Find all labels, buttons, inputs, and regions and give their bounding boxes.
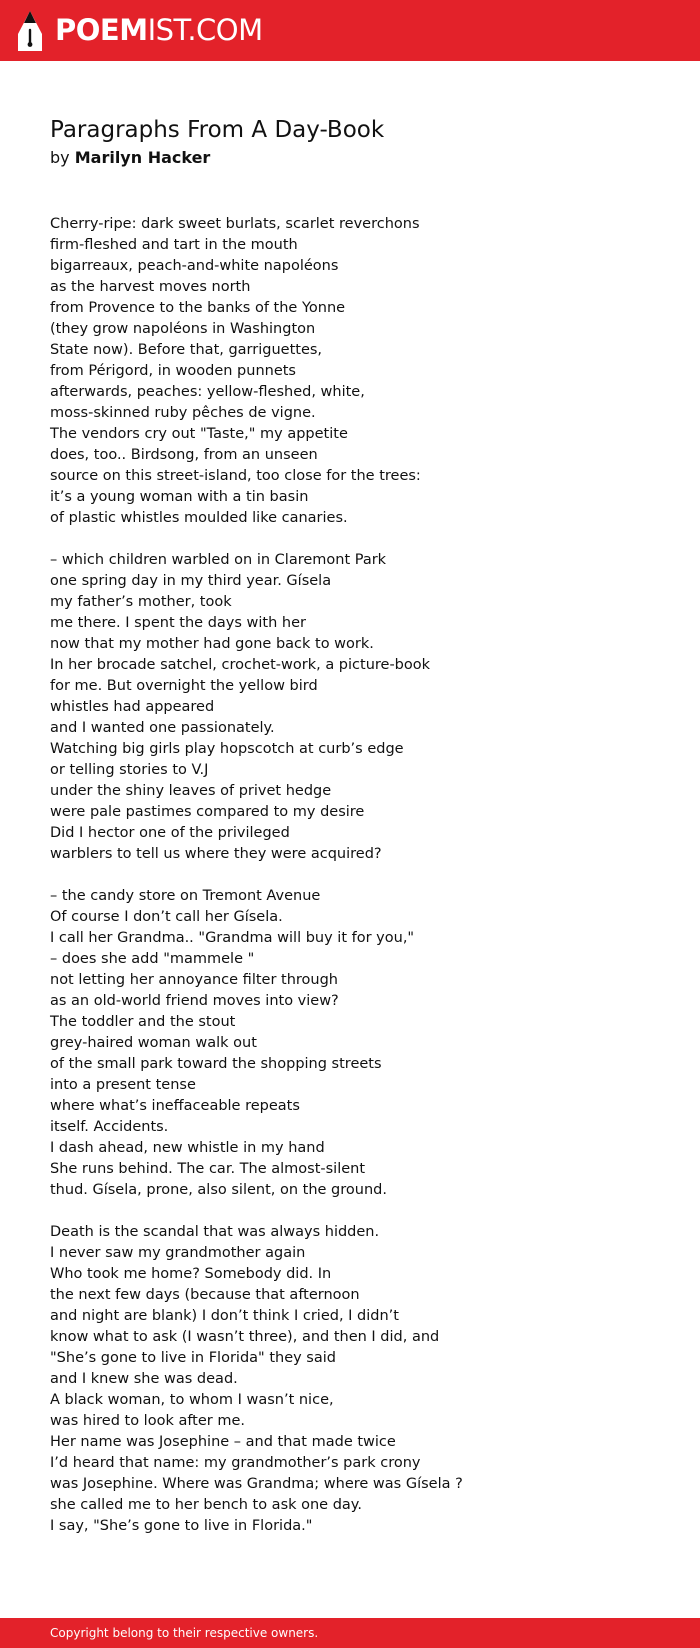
poem-title: Paragraphs From A Day-Book	[50, 117, 385, 143]
poem-line: – the candy store on Tremont Avenue	[50, 888, 321, 904]
poem-line: Did I hector one of the privileged	[50, 825, 290, 841]
poem-line: She runs behind. The car. The almost-silent	[50, 1161, 366, 1177]
poem-line: from Périgord, in wooden punnets	[50, 363, 296, 379]
poem-line: "She’s gone to live in Florida" they said	[50, 1350, 336, 1366]
poem-byline	[50, 147, 670, 169]
poem-line: and I wanted one passionately.	[50, 720, 275, 736]
poem-line: she called me to her bench to ask one day.	[50, 1497, 362, 1513]
site-logo[interactable]	[0, 10, 263, 52]
poem-line: was hired to look after me.	[50, 1413, 246, 1429]
poem-line: moss-skinned ruby pêches de vigne.	[50, 405, 316, 421]
poem-line: where what’s ineffaceable repeats	[50, 1098, 300, 1114]
poem-line: I say, "She’s gone to live in Florida."	[50, 1518, 313, 1534]
poem-line: were pale pastimes compared to my desire	[50, 804, 365, 820]
poem-line: – which children warbled on in Claremont Park	[50, 552, 387, 568]
poem-line: State now). Before that, garriguettes,	[50, 342, 323, 358]
poem-line: and I knew she was dead.	[50, 1371, 238, 1387]
poem-line: Who took me home? Somebody did. In	[50, 1266, 332, 1282]
poem-line: now that my mother had gone back to work.	[50, 636, 374, 652]
poem-line: Cherry-ripe: dark sweet burlats, scarlet reverchons	[50, 216, 420, 232]
poem-line: The toddler and the stout	[50, 1014, 236, 1030]
poem-line: whistles had appeared	[50, 699, 215, 715]
poem-line: one spring day in my third year. Gísela	[50, 573, 332, 589]
poem-stanza	[50, 886, 670, 1201]
poem-line: afterwards, peaches: yellow-fleshed, white,	[50, 384, 365, 400]
poem-line: firm-fleshed and tart in the mouth	[50, 237, 298, 253]
poem-line: know what to ask (I wasn’t three), and then I did, and	[50, 1329, 440, 1345]
poem-line: does, too.. Birdsong, from an unseen	[50, 447, 318, 463]
poem-line: thud. Gísela, prone, also silent, on the ground.	[50, 1182, 387, 1198]
poem-line: and night are blank) I don’t think I cried, I didn’t	[50, 1308, 399, 1324]
site-logo-text	[55, 13, 263, 47]
logo-light-text: IST.COM	[147, 13, 263, 47]
poem-line: bigarreaux, peach-and-white napoléons	[50, 258, 339, 274]
poem-line: of the small park toward the shopping streets	[50, 1056, 382, 1072]
poem-line: source on this street-island, too close for the trees:	[50, 468, 421, 484]
poem-line: it’s a young woman with a tin basin	[50, 489, 309, 505]
pen-nib-icon	[17, 10, 43, 52]
poem-line: Watching big girls play hopscotch at curb’s edge	[50, 741, 404, 757]
poem-line: A black woman, to whom I wasn’t nice,	[50, 1392, 334, 1408]
poem-line: – does she add "mammele "	[50, 951, 255, 967]
poem-line: not letting her annoyance filter through	[50, 972, 338, 988]
poem-line: (they grow napoléons in Washington	[50, 321, 316, 337]
poem-line: The vendors cry out "Taste," my appetite	[50, 426, 348, 442]
poem-article	[50, 113, 670, 1558]
poem-line: I never saw my grandmother again	[50, 1245, 306, 1261]
site-footer	[0, 1618, 700, 1648]
poem-line: from Provence to the banks of the Yonne	[50, 300, 346, 316]
poem-line: I dash ahead, new whistle in my hand	[50, 1140, 325, 1156]
poem-line: or telling stories to V.J	[50, 762, 209, 778]
poem-line: Of course I don’t call her Gísela.	[50, 909, 283, 925]
poem-stanza	[50, 550, 670, 865]
poem-line: I’d heard that name: my grandmother’s park crony	[50, 1455, 421, 1471]
logo-bold-text: POEM	[55, 13, 148, 47]
poem-line: for me. But overnight the yellow bird	[50, 678, 318, 694]
poem-line: into a present tense	[50, 1077, 196, 1093]
poem-line: as the harvest moves north	[50, 279, 251, 295]
poem-line: as an old-world friend moves into view?	[50, 993, 339, 1009]
poem-body	[50, 214, 670, 1537]
poem-line: grey-haired woman walk out	[50, 1035, 257, 1051]
byline-prefix: by	[50, 148, 70, 167]
poem-line: itself. Accidents.	[50, 1119, 169, 1135]
poem-line: Death is the scandal that was always hidden.	[50, 1224, 380, 1240]
site-header	[0, 0, 700, 61]
poem-line: warblers to tell us where they were acquired?	[50, 846, 382, 862]
poem-line: I call her Grandma.. "Grandma will buy it for you,"	[50, 930, 415, 946]
poem-line: In her brocade satchel, crochet-work, a picture-book	[50, 657, 431, 673]
footer-copyright: Copyright belong to their respective owners.	[50, 1626, 319, 1640]
poem-line: me there. I spent the days with her	[50, 615, 306, 631]
poem-author: Marilyn Hacker	[74, 148, 211, 167]
poem-line: the next few days (because that afternoon	[50, 1287, 360, 1303]
poem-line: under the shiny leaves of privet hedge	[50, 783, 332, 799]
poem-line: of plastic whistles moulded like canaries.	[50, 510, 348, 526]
poem-stanza	[50, 1222, 670, 1537]
poem-stanza	[50, 214, 670, 529]
poem-line: my father’s mother, took	[50, 594, 232, 610]
poem-line: was Josephine. Where was Grandma; where was Gísela ?	[50, 1476, 463, 1492]
poem-line: Her name was Josephine – and that made twice	[50, 1434, 396, 1450]
